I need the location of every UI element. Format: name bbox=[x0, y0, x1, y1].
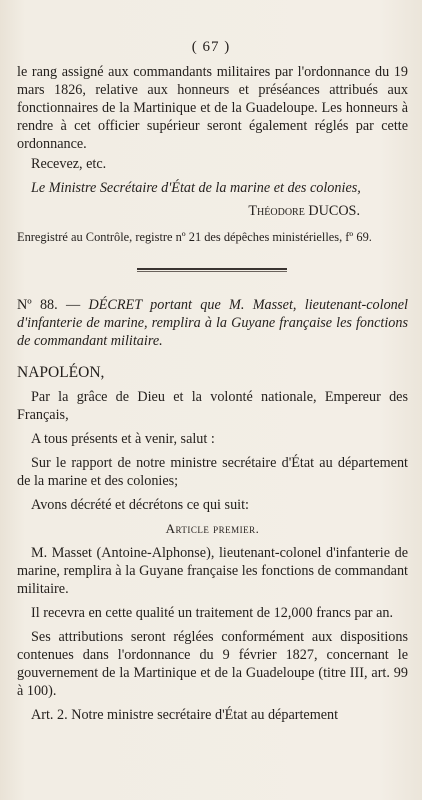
signature-title: Le Ministre Secrétaire d'État de la marine et des colonies, bbox=[31, 180, 361, 196]
emperor-name: NAPOLÉON, bbox=[17, 364, 105, 381]
article-heading: Article premier. bbox=[165, 521, 260, 536]
traitement-paragraph: Il recevra en cette qualité un traitement de 12,000 francs par an. bbox=[31, 605, 394, 621]
article-2-text: Art. 2. Notre ministre secrétaire d'État au département bbox=[31, 707, 339, 723]
article-1-text: M. Masset (Antoine-Alphonse), lieutenant-colonel d'infanterie de marine, remplira à la Guyane française les fonctions de commandant militaire. bbox=[17, 545, 408, 597]
rapport-paragraph: Sur le rapport de notre ministre secrétaire d'État au département de la marine et des colonies; bbox=[17, 455, 408, 489]
decree-number: Nº 88. — bbox=[17, 297, 81, 313]
decree-heading: DÉCRET portant que M. Masset, lieutenant-colonel d'infanterie de marine, remplira à la Guyane française les fonctions de commandant militaire. bbox=[17, 297, 408, 349]
decree-heading-paragraph bbox=[17, 296, 408, 350]
avons-decrete: Avons décrété et décrétons ce qui suit: bbox=[31, 497, 249, 513]
attributions-paragraph: Ses attributions seront réglées conformément aux dispositions contenues dans l'ordonnance du 9 février 1827, concernant le gouvernement de la Martinique et de la Guadeloupe (titre III, art. 99 à 100). bbox=[17, 629, 408, 699]
closing-line: Recevez, etc. bbox=[31, 156, 107, 172]
registration-note: Enregistré au Contrôle, registre nº 21 des dépêches ministérielles, fº 69. bbox=[17, 230, 372, 244]
decree-block bbox=[17, 296, 408, 724]
signature-name: Théodore DUCOS. bbox=[248, 203, 360, 219]
grace-formula: Par la grâce de Dieu et la volonté nationale, Empereur des Français, bbox=[17, 389, 408, 423]
page-number: ( 67 ) bbox=[191, 39, 231, 55]
section-divider bbox=[137, 268, 287, 270]
continuation-paragraph: le rang assigné aux commandants militaires par l'ordonnance du 19 mars 1826, relative aux honneurs et préséances attribués aux fonctionnaires de la Martinique et de la Guadeloupe. Les honneurs à rendre à cet officier supérieur seront également réglés par cette ordonnance. bbox=[17, 64, 408, 152]
salut-formula: A tous présents et à venir, salut : bbox=[31, 431, 215, 447]
continuation-block bbox=[17, 63, 408, 246]
